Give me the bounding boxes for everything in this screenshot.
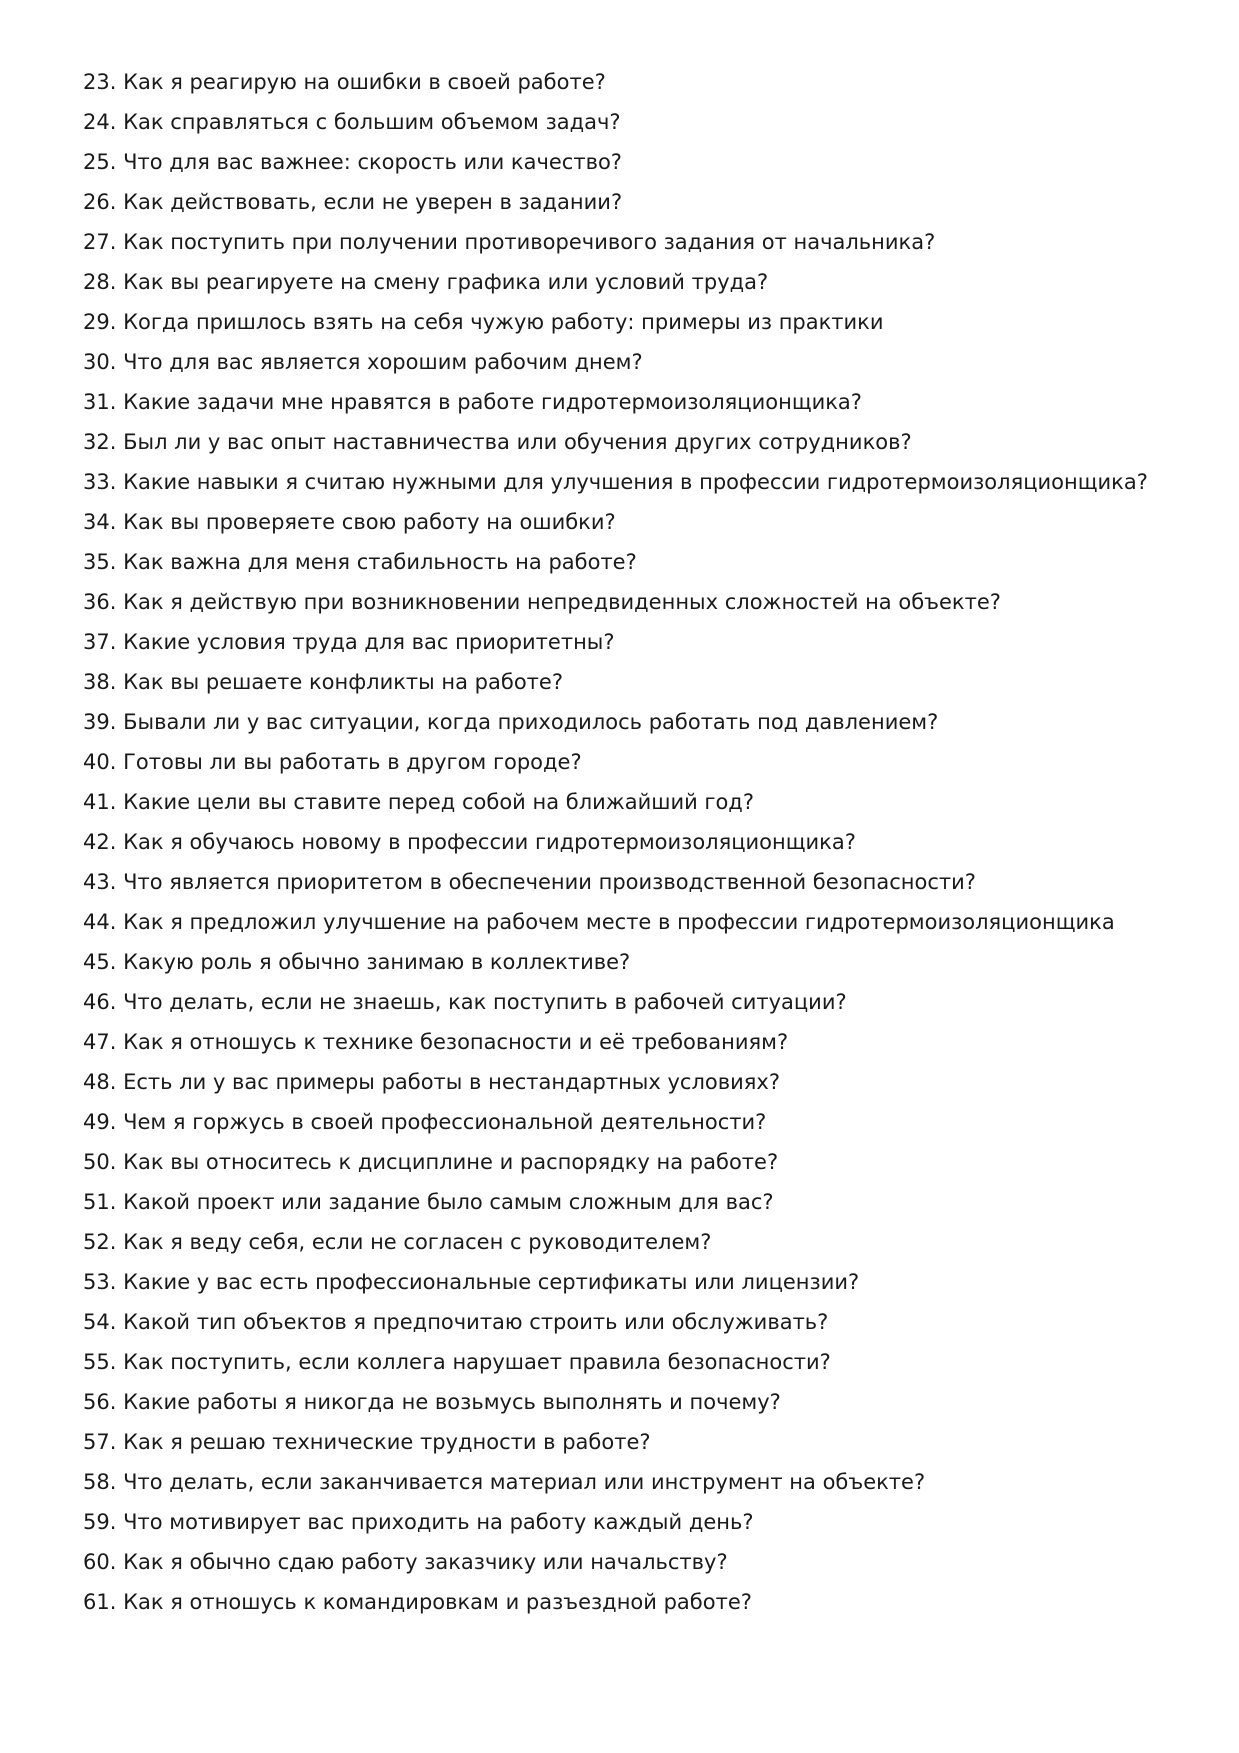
question-number: 52. bbox=[83, 1230, 117, 1254]
question-number: 26. bbox=[83, 190, 117, 214]
question-text: Как я веду себя, если не согласен с руководителем? bbox=[123, 1230, 712, 1254]
question-number: 44. bbox=[83, 910, 117, 934]
question-number: 23. bbox=[83, 70, 117, 94]
list-item bbox=[83, 1222, 1183, 1262]
list-item bbox=[83, 1542, 1183, 1582]
question-number: 58. bbox=[83, 1470, 117, 1494]
question-text: Есть ли у вас примеры работы в нестандартных условиях? bbox=[123, 1070, 780, 1094]
question-text: Какие цели вы ставите перед собой на ближайший год? bbox=[123, 790, 754, 814]
question-text: Как я решаю технические трудности в работе? bbox=[123, 1430, 651, 1454]
list-item bbox=[83, 542, 1183, 582]
question-number: 60. bbox=[83, 1550, 117, 1574]
question-text: Как я отношусь к технике безопасности и её требованиям? bbox=[123, 1030, 789, 1054]
question-text: Какой проект или задание было самым сложным для вас? bbox=[123, 1190, 774, 1214]
question-text: Как вы решаете конфликты на работе? bbox=[123, 670, 563, 694]
question-text: Какой тип объектов я предпочитаю строить или обслуживать? bbox=[123, 1310, 829, 1334]
question-number: 54. bbox=[83, 1310, 117, 1334]
question-number: 55. bbox=[83, 1350, 117, 1374]
question-text: Что для вас является хорошим рабочим днем? bbox=[123, 350, 643, 374]
list-item bbox=[83, 982, 1183, 1022]
list-item bbox=[83, 622, 1183, 662]
question-number: 49. bbox=[83, 1110, 117, 1134]
question-text: Как я обычно сдаю работу заказчику или начальству? bbox=[123, 1550, 728, 1574]
question-text: Что является приоритетом в обеспечении производственной безопасности? bbox=[123, 870, 976, 894]
question-number: 24. bbox=[83, 110, 117, 134]
question-text: Какую роль я обычно занимаю в коллективе? bbox=[123, 950, 631, 974]
question-text: Как поступить при получении противоречивого задания от начальника? bbox=[123, 230, 936, 254]
list-item bbox=[83, 1022, 1183, 1062]
question-text: Как я обучаюсь новому в профессии гидротермоизоляционщика? bbox=[123, 830, 856, 854]
list-item bbox=[83, 1582, 1183, 1622]
list-item bbox=[83, 502, 1183, 542]
question-text: Какие условия труда для вас приоритетны? bbox=[123, 630, 615, 654]
question-text: Что делать, если не знаешь, как поступить в рабочей ситуации? bbox=[123, 990, 847, 1014]
question-number: 34. bbox=[83, 510, 117, 534]
question-number: 41. bbox=[83, 790, 117, 814]
question-number: 56. bbox=[83, 1390, 117, 1414]
list-item bbox=[83, 1262, 1183, 1302]
question-number: 38. bbox=[83, 670, 117, 694]
list-item bbox=[83, 1382, 1183, 1422]
question-number: 47. bbox=[83, 1030, 117, 1054]
question-number: 30. bbox=[83, 350, 117, 374]
question-number: 31. bbox=[83, 390, 117, 414]
list-item bbox=[83, 142, 1183, 182]
list-item bbox=[83, 62, 1183, 102]
question-text: Какие у вас есть профессиональные сертификаты или лицензии? bbox=[123, 1270, 860, 1294]
list-item bbox=[83, 782, 1183, 822]
question-number: 33. bbox=[83, 470, 117, 494]
question-number: 29. bbox=[83, 310, 117, 334]
question-number: 59. bbox=[83, 1510, 117, 1534]
list-item bbox=[83, 1102, 1183, 1142]
list-item bbox=[83, 822, 1183, 862]
list-item bbox=[83, 902, 1183, 942]
list-item bbox=[83, 462, 1183, 502]
list-item bbox=[83, 582, 1183, 622]
list-item bbox=[83, 222, 1183, 262]
question-number: 32. bbox=[83, 430, 117, 454]
question-number: 57. bbox=[83, 1430, 117, 1454]
list-item bbox=[83, 1462, 1183, 1502]
question-text: Как я реагирую на ошибки в своей работе? bbox=[123, 70, 606, 94]
question-number: 25. bbox=[83, 150, 117, 174]
question-text: Бывали ли у вас ситуации, когда приходилось работать под давлением? bbox=[123, 710, 939, 734]
question-text: Как важна для меня стабильность на работе? bbox=[123, 550, 637, 574]
question-text: Что для вас важнее: скорость или качество? bbox=[123, 150, 622, 174]
question-number: 40. bbox=[83, 750, 117, 774]
question-list bbox=[83, 62, 1183, 1622]
list-item bbox=[83, 662, 1183, 702]
question-text: Что мотивирует вас приходить на работу каждый день? bbox=[123, 1510, 754, 1534]
question-number: 53. bbox=[83, 1270, 117, 1294]
question-number: 50. bbox=[83, 1150, 117, 1174]
list-item bbox=[83, 342, 1183, 382]
question-text: Как я отношусь к командировкам и разъездной работе? bbox=[123, 1590, 752, 1614]
question-text: Как я действую при возникновении непредвиденных сложностей на объекте? bbox=[123, 590, 1001, 614]
list-item bbox=[83, 262, 1183, 302]
list-item bbox=[83, 1422, 1183, 1462]
question-number: 27. bbox=[83, 230, 117, 254]
list-item bbox=[83, 1302, 1183, 1342]
question-text: Что делать, если заканчивается материал или инструмент на объекте? bbox=[123, 1470, 926, 1494]
list-item bbox=[83, 742, 1183, 782]
list-item bbox=[83, 422, 1183, 462]
question-text: Как я предложил улучшение на рабочем месте в профессии гидротермоизоляционщика bbox=[123, 910, 1115, 934]
question-number: 48. bbox=[83, 1070, 117, 1094]
list-item bbox=[83, 1062, 1183, 1102]
question-text: Как вы реагируете на смену графика или условий труда? bbox=[123, 270, 769, 294]
question-text: Готовы ли вы работать в другом городе? bbox=[123, 750, 582, 774]
question-number: 28. bbox=[83, 270, 117, 294]
list-item bbox=[83, 182, 1183, 222]
question-number: 43. bbox=[83, 870, 117, 894]
list-item bbox=[83, 302, 1183, 342]
question-number: 61. bbox=[83, 1590, 117, 1614]
list-item bbox=[83, 942, 1183, 982]
list-item bbox=[83, 1182, 1183, 1222]
question-text: Как поступить, если коллега нарушает правила безопасности? bbox=[123, 1350, 831, 1374]
list-item bbox=[83, 702, 1183, 742]
question-text: Как справляться с большим объемом задач? bbox=[123, 110, 621, 134]
list-item bbox=[83, 1142, 1183, 1182]
question-text: Был ли у вас опыт наставничества или обучения других сотрудников? bbox=[123, 430, 912, 454]
list-item bbox=[83, 1502, 1183, 1542]
question-text: Как действовать, если не уверен в задании? bbox=[123, 190, 623, 214]
question-number: 37. bbox=[83, 630, 117, 654]
question-text: Чем я горжусь в своей профессиональной деятельности? bbox=[123, 1110, 767, 1134]
question-text: Как вы проверяете свою работу на ошибки? bbox=[123, 510, 616, 534]
question-text: Какие задачи мне нравятся в работе гидротермоизоляционщика? bbox=[123, 390, 862, 414]
question-number: 42. bbox=[83, 830, 117, 854]
question-number: 46. bbox=[83, 990, 117, 1014]
question-number: 45. bbox=[83, 950, 117, 974]
question-number: 39. bbox=[83, 710, 117, 734]
question-text: Какие работы я никогда не возьмусь выполнять и почему? bbox=[123, 1390, 781, 1414]
question-number: 35. bbox=[83, 550, 117, 574]
question-text: Какие навыки я считаю нужными для улучшения в профессии гидротермоизоляционщика? bbox=[123, 470, 1148, 494]
question-number: 51. bbox=[83, 1190, 117, 1214]
question-text: Когда пришлось взять на себя чужую работу: примеры из практики bbox=[123, 310, 884, 334]
list-item bbox=[83, 862, 1183, 902]
question-number: 36. bbox=[83, 590, 117, 614]
question-text: Как вы относитесь к дисциплине и распорядку на работе? bbox=[123, 1150, 779, 1174]
list-item bbox=[83, 1342, 1183, 1382]
list-item bbox=[83, 382, 1183, 422]
list-item bbox=[83, 102, 1183, 142]
